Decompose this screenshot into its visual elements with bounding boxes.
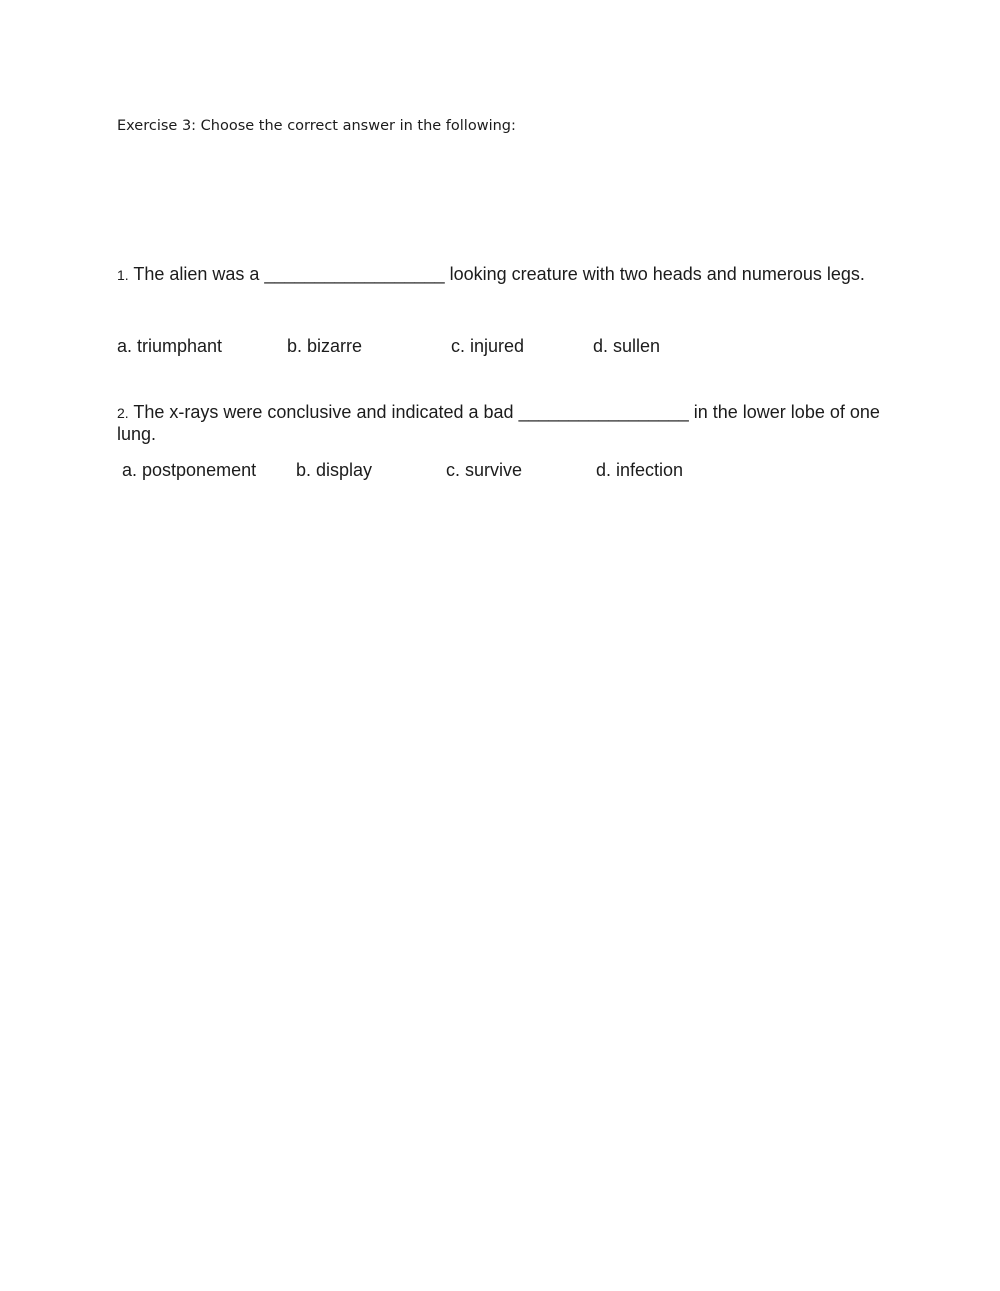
exercise-heading: Exercise 3: Choose the correct answer in the following:	[117, 118, 516, 134]
question-2-option-a[interactable]: a. postponement	[122, 460, 257, 480]
question-2	[117, 402, 887, 445]
question-2-text: The x-rays were conclusive and indicated a bad _________________ in the lower lobe of one lung.	[117, 402, 880, 444]
question-1-option-b[interactable]: b. bizarre	[287, 336, 363, 356]
question-1-option-d[interactable]: d. sullen	[593, 336, 661, 356]
question-2-option-c[interactable]: c. survive	[446, 460, 523, 480]
question-2-option-d[interactable]: d. infection	[596, 460, 684, 480]
question-1-option-c[interactable]: c. injured	[451, 336, 525, 356]
question-1	[117, 264, 865, 286]
question-2-option-b[interactable]: b. display	[296, 460, 373, 480]
question-1-text: The alien was a __________________ looking creature with two heads and numerous legs.	[128, 264, 865, 284]
question-1-number: 1.	[117, 267, 129, 283]
question-2-number: 2.	[117, 405, 129, 421]
question-1-option-a[interactable]: a. triumphant	[117, 336, 223, 356]
